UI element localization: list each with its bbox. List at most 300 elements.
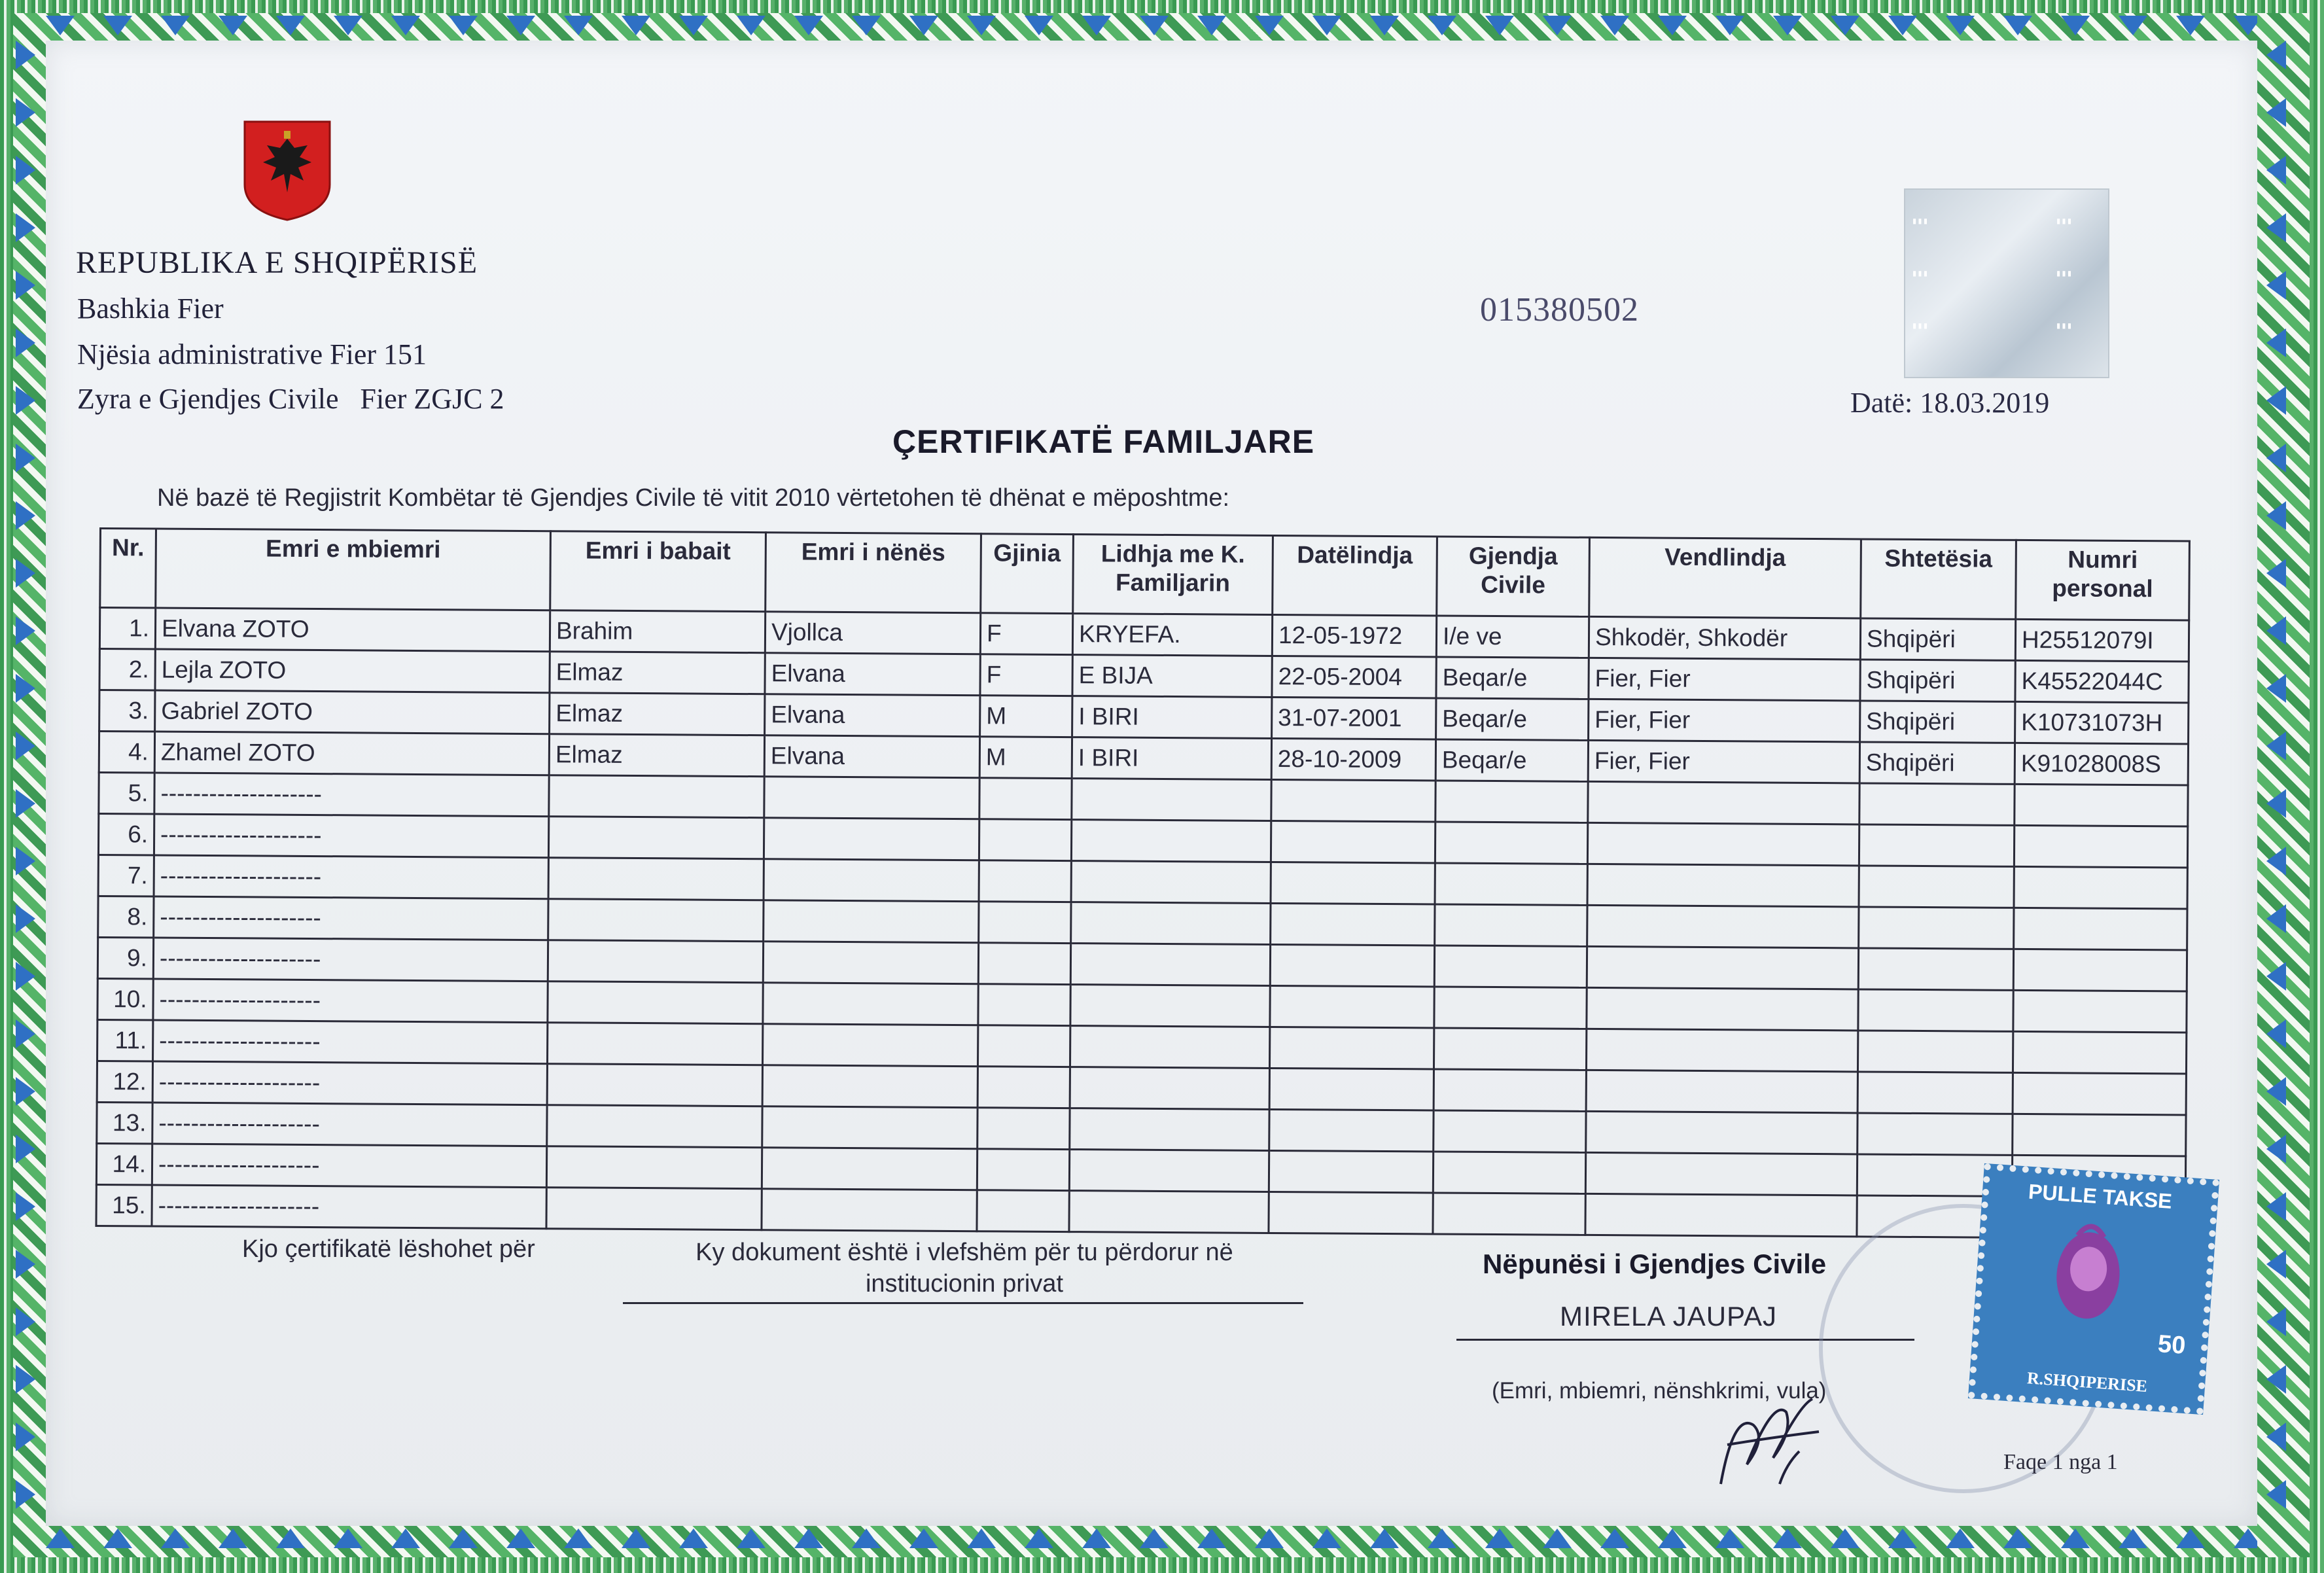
border-triangle [2266, 1307, 2286, 1336]
cell-nr: 7. [98, 855, 154, 896]
cell-father-name: Brahim [550, 610, 765, 653]
border-triangle [16, 789, 35, 818]
border-triangle [794, 1529, 823, 1548]
border-triangle [2119, 16, 2147, 35]
cell-relation [1071, 902, 1271, 945]
border-triangle [1428, 1529, 1456, 1548]
border-triangles-bottom [46, 1529, 2257, 1552]
border-triangle [16, 1365, 35, 1394]
border-triangle [2003, 16, 2032, 35]
cell-civil-status [1434, 946, 1587, 987]
cell-nr: 11. [97, 1019, 153, 1061]
border-triangle [2266, 616, 2286, 645]
cell-father-name [548, 899, 764, 942]
border-triangle [2003, 1529, 2032, 1548]
border-triangle [2266, 559, 2286, 588]
tax-stamp-country: R.SHQIPERISE [2026, 1368, 2148, 1396]
cell-citizenship: Shqipëri [1860, 701, 2015, 743]
cell-citizenship: Shqipëri [1860, 660, 2015, 701]
border-triangle [1600, 1529, 1629, 1548]
serial-number: 015380502 [1480, 291, 1639, 328]
border-triangle [2176, 16, 2205, 35]
cell-birth-date [1271, 862, 1435, 904]
cell-mother-name [764, 900, 979, 943]
border-triangle [16, 501, 35, 530]
border-triangle [1140, 16, 1169, 35]
tax-stamp-value: 50 [2157, 1330, 2187, 1360]
cell-civil-status: Beqar/e [1435, 739, 1588, 781]
cell-mother-name [762, 1024, 977, 1067]
officer-name: MIRELA JAUPAJ [1560, 1301, 1777, 1332]
cell-gender [979, 778, 1072, 820]
cell-mother-name: Elvana [765, 653, 980, 696]
border-triangle [1716, 16, 1744, 35]
cell-nr: 14. [96, 1143, 152, 1185]
border-triangle [1773, 16, 1802, 35]
header-citizenship: Shtetësia [1861, 539, 2016, 619]
cell-father-name [548, 940, 763, 983]
civil-office-label: Zyra e Gjendjes Civile [77, 383, 339, 415]
cell-civil-status: Beqar/e [1436, 657, 1589, 699]
cell-personal-number [2013, 990, 2187, 1033]
cell-mother-name [763, 942, 978, 984]
cell-civil-status [1434, 1069, 1586, 1111]
border-triangles-right [2261, 41, 2287, 1526]
cell-birth-date [1271, 821, 1435, 863]
cell-gender [977, 1025, 1070, 1067]
cell-birthplace [1586, 1111, 1857, 1154]
border-triangle [909, 1529, 938, 1548]
border-triangle [967, 1529, 996, 1548]
border-triangle [1888, 16, 1917, 35]
border-triangle [679, 1529, 708, 1548]
cell-birthplace [1585, 1193, 1857, 1237]
cell-full-name: -------------------- [154, 896, 548, 940]
issued-for-label: Kjo çertifikatë lëshohet për [242, 1235, 535, 1263]
cell-relation [1071, 861, 1271, 904]
cell-personal-number [2013, 1114, 2186, 1156]
border-triangle [449, 16, 478, 35]
cell-full-name: Gabriel ZOTO [155, 690, 550, 734]
cell-relation [1070, 1026, 1269, 1069]
border-triangle [16, 328, 35, 357]
cell-father-name [546, 1146, 762, 1189]
cell-civil-status: Beqar/e [1436, 698, 1589, 740]
border-triangle [2266, 1135, 2286, 1163]
cell-personal-number: H25512079I [2015, 619, 2189, 662]
cell-birth-date: 12-05-1972 [1272, 614, 1436, 657]
cell-full-name: -------------------- [152, 1103, 547, 1146]
cell-father-name [546, 1188, 762, 1230]
cell-birth-date [1269, 1068, 1434, 1110]
border-triangle [1370, 1529, 1399, 1548]
border-triangle [622, 1529, 650, 1548]
border-triangle [161, 1529, 190, 1548]
cell-nr: 10. [97, 978, 153, 1020]
administrative-unit: Njësia administrative Fier 151 [77, 338, 427, 370]
border-triangle [16, 444, 35, 472]
cell-birth-date [1269, 1150, 1433, 1193]
border-triangle [2266, 328, 2286, 357]
cell-father-name: Elmaz [550, 693, 765, 735]
border-triangle [1946, 1529, 1975, 1548]
cell-mother-name: Elvana [765, 694, 980, 737]
border-triangle [2266, 156, 2286, 185]
header-father-name: Emri i babait [550, 531, 766, 612]
cell-birthplace [1587, 987, 1858, 1031]
cell-birthplace [1587, 905, 1859, 948]
cell-father-name [547, 1064, 762, 1106]
header-full-name: Emri e mbiemri [156, 529, 551, 610]
border-triangle [794, 16, 823, 35]
border-triangle [16, 962, 35, 991]
border-triangle [2234, 1529, 2257, 1548]
cell-nr: 2. [99, 649, 155, 691]
cell-mother-name [762, 1189, 977, 1231]
border-triangle [1082, 16, 1111, 35]
border-triangle [1773, 1529, 1802, 1548]
cell-birthplace: Fier, Fier [1589, 658, 1860, 701]
cell-birth-date [1269, 1109, 1434, 1152]
civil-office-value: Fier ZGJC 2 [360, 383, 504, 415]
border-triangles-left [16, 41, 42, 1526]
cell-birthplace [1586, 1070, 1857, 1113]
cell-birthplace [1586, 1029, 1857, 1072]
border-triangle [2266, 789, 2286, 818]
cell-personal-number [2013, 1072, 2186, 1115]
border-triangle [1140, 1529, 1169, 1548]
border-triangle [564, 16, 593, 35]
cell-mother-name [763, 983, 978, 1025]
signature-note: (Emri, mbiemri, nënshkrimi, vula) [1492, 1378, 1827, 1404]
cell-birth-date [1270, 944, 1434, 987]
header-personal-number: Numri personal [2016, 540, 2190, 620]
border-triangle [1946, 16, 1975, 35]
border-triangle [103, 1529, 132, 1548]
border-triangle [2266, 1077, 2286, 1106]
cell-full-name: -------------------- [153, 938, 548, 981]
cell-relation: I BIRI [1072, 696, 1272, 739]
cell-nr: 8. [98, 896, 154, 938]
border-triangle [1831, 16, 1859, 35]
border-triangle [2266, 213, 2286, 242]
border-triangle [1082, 1529, 1111, 1548]
cell-birth-date: 31-07-2001 [1272, 697, 1436, 739]
cell-mother-name [762, 1148, 977, 1190]
intro-text: Në bazë të Regjistrit Kombëtar të Gjendjes Civile të vitit 2010 vërtetohen të dhënat e mëposhtme: [157, 484, 1230, 512]
border-triangle [16, 1250, 35, 1279]
border-triangle [219, 1529, 247, 1548]
cell-relation: KRYEFA. [1072, 614, 1272, 656]
cell-father-name [548, 1023, 763, 1065]
border-triangle [1543, 1529, 1572, 1548]
cell-gender [979, 902, 1071, 944]
cell-gender [979, 819, 1071, 861]
cell-birthplace: Fier, Fier [1588, 740, 1859, 783]
cell-personal-number [2014, 908, 2187, 950]
border-triangle [1370, 16, 1399, 35]
cell-citizenship [1859, 824, 2014, 866]
validity-text [644, 1237, 1285, 1299]
cell-civil-status [1435, 822, 1587, 864]
cell-civil-status [1433, 1193, 1585, 1235]
border-triangle [334, 1529, 362, 1548]
border-triangle [1312, 1529, 1341, 1548]
cell-citizenship [1857, 1031, 2013, 1072]
cell-civil-status [1435, 863, 1587, 905]
border-triangle [1543, 16, 1572, 35]
border-triangle [2119, 1529, 2147, 1548]
cell-personal-number [2013, 1031, 2186, 1074]
border-triangle [1025, 16, 1053, 35]
border-triangle [16, 616, 35, 645]
cell-relation [1070, 944, 1270, 986]
skanderbeg-portrait-icon [2038, 1214, 2138, 1337]
officer-title: Nëpunësi i Gjendjes Civile [1483, 1248, 1827, 1279]
cell-birthplace: Shkodër, Shkodër [1589, 616, 1860, 660]
border-triangle [2266, 1423, 2286, 1451]
cell-full-name: -------------------- [153, 1020, 548, 1064]
document-title: ÇERTIFIKATË FAMILJARE [892, 423, 1315, 460]
cell-personal-number [2015, 784, 2188, 826]
cell-citizenship [1859, 907, 2014, 949]
header-birth-date: Datëlindja [1273, 535, 1437, 616]
border-triangle [391, 16, 420, 35]
cell-nr: 13. [97, 1102, 152, 1144]
cell-gender: M [980, 696, 1072, 737]
cell-personal-number: K45522044C [2015, 660, 2189, 703]
validity-underline [623, 1302, 1303, 1304]
cell-mother-name [764, 859, 979, 902]
cell-nr: 15. [96, 1184, 152, 1226]
border-triangle [2266, 501, 2286, 530]
cell-civil-status [1434, 1110, 1586, 1152]
cell-full-name: -------------------- [152, 1185, 546, 1229]
border-triangle [2266, 1019, 2286, 1048]
border-triangle [1485, 1529, 1514, 1548]
cell-civil-status [1435, 904, 1587, 946]
border-triangle [1600, 16, 1629, 35]
cell-gender [977, 1149, 1069, 1191]
border-triangle [852, 16, 881, 35]
validity-line-2: institucionin privat [865, 1270, 1064, 1298]
border-triangle [2266, 732, 2286, 760]
cell-civil-status [1434, 1028, 1586, 1070]
border-triangle [16, 1135, 35, 1163]
border-triangle [276, 16, 305, 35]
cell-citizenship [1857, 1113, 2013, 1155]
border-triangle [564, 1529, 593, 1548]
municipality: Bashkia Fier [77, 292, 224, 325]
border-triangle [909, 16, 938, 35]
cell-father-name [549, 775, 764, 818]
validity-line-1: Ky dokument është i vlefshëm për tu përdorur në [695, 1239, 1233, 1266]
cell-mother-name: Vjollca [765, 612, 980, 654]
border-triangle [16, 1423, 35, 1451]
border-triangle [2266, 386, 2286, 415]
cell-nr: 12. [97, 1061, 152, 1103]
border-triangle [1025, 1529, 1053, 1548]
border-triangle [2234, 16, 2257, 35]
header-relation: Lidhja me K. Familjarin [1073, 535, 1273, 615]
cell-gender: M [979, 737, 1072, 779]
cell-relation [1071, 820, 1271, 862]
border-triangle [1197, 16, 1226, 35]
civil-office [77, 382, 504, 415]
cell-relation [1070, 1108, 1269, 1151]
border-triangle [679, 16, 708, 35]
border-triangle [16, 559, 35, 588]
border-triangles-top [46, 16, 2257, 39]
cell-gender [979, 860, 1071, 902]
border-triangle [1658, 16, 1687, 35]
border-triangle [2266, 271, 2286, 300]
cell-birth-date: 28-10-2009 [1271, 738, 1435, 781]
cell-birthplace [1587, 946, 1858, 989]
border-triangle [2061, 1529, 2090, 1548]
border-triangle [2266, 962, 2286, 991]
border-triangle [16, 1019, 35, 1048]
border-triangle [1831, 1529, 1859, 1548]
border-triangle [16, 98, 35, 127]
border-triangle [391, 1529, 420, 1548]
border-triangle [737, 16, 766, 35]
border-triangle [16, 847, 35, 875]
border-triangle [16, 674, 35, 703]
border-triangle [16, 904, 35, 933]
border-triangle [1658, 1529, 1687, 1548]
cell-citizenship [1859, 783, 2015, 825]
cell-relation [1070, 985, 1270, 1027]
tax-stamp [1968, 1163, 2219, 1415]
border-triangle [2266, 674, 2286, 703]
border-triangle [2266, 847, 2286, 875]
cell-relation: E BIJA [1072, 655, 1272, 698]
cell-birthplace: Fier, Fier [1589, 699, 1860, 742]
cell-birth-date [1271, 903, 1435, 946]
page-number: Faqe 1 nga 1 [2003, 1450, 2118, 1474]
cell-personal-number [2013, 949, 2187, 991]
cell-civil-status [1433, 1152, 1585, 1193]
cell-birthplace [1588, 781, 1859, 824]
cell-gender [978, 943, 1070, 985]
border-triangle [2266, 1480, 2286, 1509]
border-triangle [2266, 1250, 2286, 1279]
cell-citizenship [1858, 989, 2013, 1031]
cell-gender: F [980, 613, 1072, 655]
cell-full-name: -------------------- [152, 1144, 546, 1188]
cell-citizenship [1859, 866, 2014, 908]
border-triangle [219, 16, 247, 35]
border-triangle [2266, 1192, 2286, 1221]
border-triangle [737, 1529, 766, 1548]
cell-gender [977, 1108, 1070, 1150]
cell-relation [1069, 1191, 1269, 1233]
header-birthplace: Vendlindja [1589, 537, 1861, 618]
border-triangle [16, 1480, 35, 1509]
border-triangle [16, 386, 35, 415]
border-triangle [506, 16, 535, 35]
cell-personal-number: K91028008S [2015, 743, 2188, 785]
cell-relation: I BIRI [1072, 737, 1271, 780]
border-triangle [161, 16, 190, 35]
border-triangle [2266, 1365, 2286, 1394]
border-triangle [967, 16, 996, 35]
cell-father-name [548, 817, 764, 859]
cell-birth-date [1270, 985, 1434, 1028]
cell-mother-name [762, 1106, 977, 1149]
cell-full-name: -------------------- [154, 855, 548, 899]
cell-full-name: -------------------- [153, 979, 548, 1023]
cell-citizenship: Shqipëri [1859, 742, 2015, 784]
border-triangle [2176, 1529, 2205, 1548]
border-triangle [1428, 16, 1456, 35]
border-triangle [2061, 16, 2090, 35]
header-civil-status: Gjendja Civile [1437, 537, 1590, 616]
header-mother-name: Emri i nënës [766, 533, 981, 613]
cell-relation [1072, 779, 1271, 821]
tax-stamp-label: PULLE TAKSE [2027, 1179, 2173, 1213]
border-triangle [449, 1529, 478, 1548]
cell-birthplace [1585, 1152, 1857, 1195]
border-triangle [16, 732, 35, 760]
cell-full-name: -------------------- [154, 814, 548, 858]
border-triangle [103, 16, 132, 35]
cell-full-name: Zhamel ZOTO [154, 732, 549, 775]
cell-father-name: Elmaz [550, 652, 765, 694]
cell-birth-date [1269, 1192, 1433, 1234]
cell-birthplace [1587, 864, 1859, 907]
cell-mother-name [764, 777, 979, 819]
cell-father-name [547, 1105, 762, 1148]
border-triangle [622, 16, 650, 35]
cell-nr: 6. [98, 814, 154, 856]
header-gender: Gjinia [981, 534, 1074, 614]
border-triangle [1888, 1529, 1917, 1548]
cell-mother-name: Elvana [764, 735, 979, 778]
cell-citizenship: Shqipëri [1860, 618, 2015, 660]
albanian-emblem-icon [241, 119, 334, 222]
border-triangle [1716, 1529, 1744, 1548]
cell-birth-date [1271, 779, 1435, 822]
border-triangle [16, 213, 35, 242]
cell-father-name: Elmaz [549, 734, 764, 777]
border-triangle [2266, 41, 2286, 69]
cell-citizenship [1858, 948, 2013, 990]
cell-civil-status [1434, 987, 1587, 1029]
border-triangle [46, 16, 75, 35]
border-triangle [16, 156, 35, 185]
cell-birth-date: 22-05-2004 [1272, 656, 1436, 698]
table-header-row [100, 529, 2190, 621]
border-triangle [16, 271, 35, 300]
cell-birthplace [1587, 822, 1859, 866]
cell-citizenship [1857, 1072, 2013, 1114]
border-triangle [1312, 16, 1341, 35]
border-triangle [506, 1529, 535, 1548]
border-triangle [1197, 1529, 1226, 1548]
cell-full-name: Elvana ZOTO [155, 608, 550, 652]
issue-date: Datë: 18.03.2019 [1850, 387, 2050, 419]
cell-gender: F [980, 654, 1072, 696]
cell-nr: 3. [99, 690, 155, 732]
border-triangle [46, 1529, 75, 1548]
cell-civil-status: I/e ve [1436, 616, 1589, 658]
border-triangle [2266, 444, 2286, 472]
cell-relation [1070, 1067, 1269, 1110]
signature-icon [1708, 1386, 1825, 1497]
cell-civil-status [1435, 781, 1588, 822]
